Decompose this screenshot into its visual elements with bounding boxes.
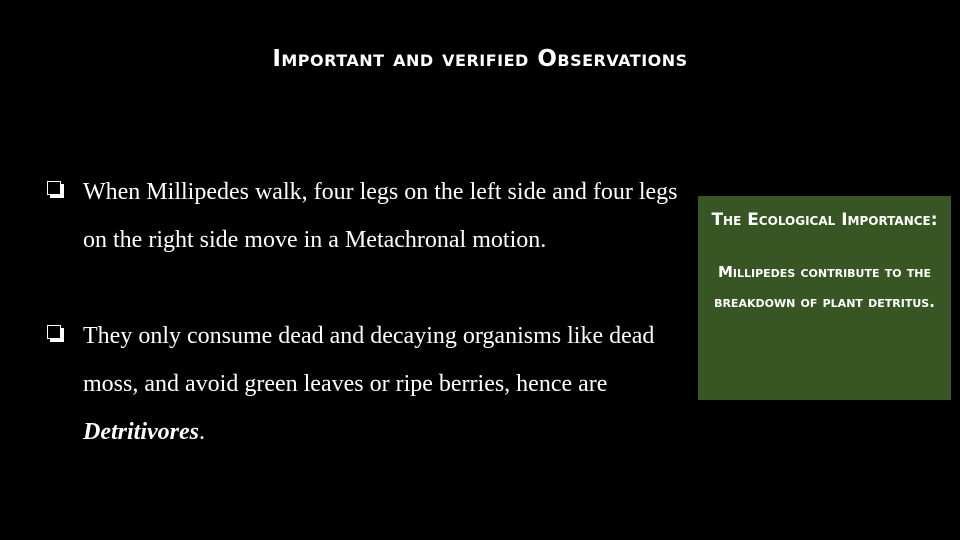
callout-body: Millipedes contribute to the breakdown of plant detritus. <box>714 263 935 311</box>
bullet-item-millipede-walk <box>44 168 684 264</box>
callout-heading: The Ecological Importance: <box>711 210 938 230</box>
bullet-text <box>83 323 654 445</box>
ecological-importance-callout <box>698 196 951 400</box>
bullet-text-body: They only consume dead and decaying organisms like dead moss, and avoid green leaves or ripe berries, hence are <box>83 323 655 397</box>
bullet-list <box>44 168 684 456</box>
bullet-text <box>83 179 678 253</box>
bullet-text-body: When Millipedes walk, four legs on the left side and four legs on the right side move in a Metachronal motion. <box>83 179 678 253</box>
bullet-text-end: . <box>198 419 205 445</box>
shadowed-square-bullet-icon <box>47 325 61 339</box>
shadowed-square-bullet-icon <box>47 181 61 195</box>
emphasis-term: Detritivores <box>83 419 199 445</box>
bullet-item-diet <box>44 312 684 456</box>
slide-title: Important and verified Observations <box>272 46 688 72</box>
